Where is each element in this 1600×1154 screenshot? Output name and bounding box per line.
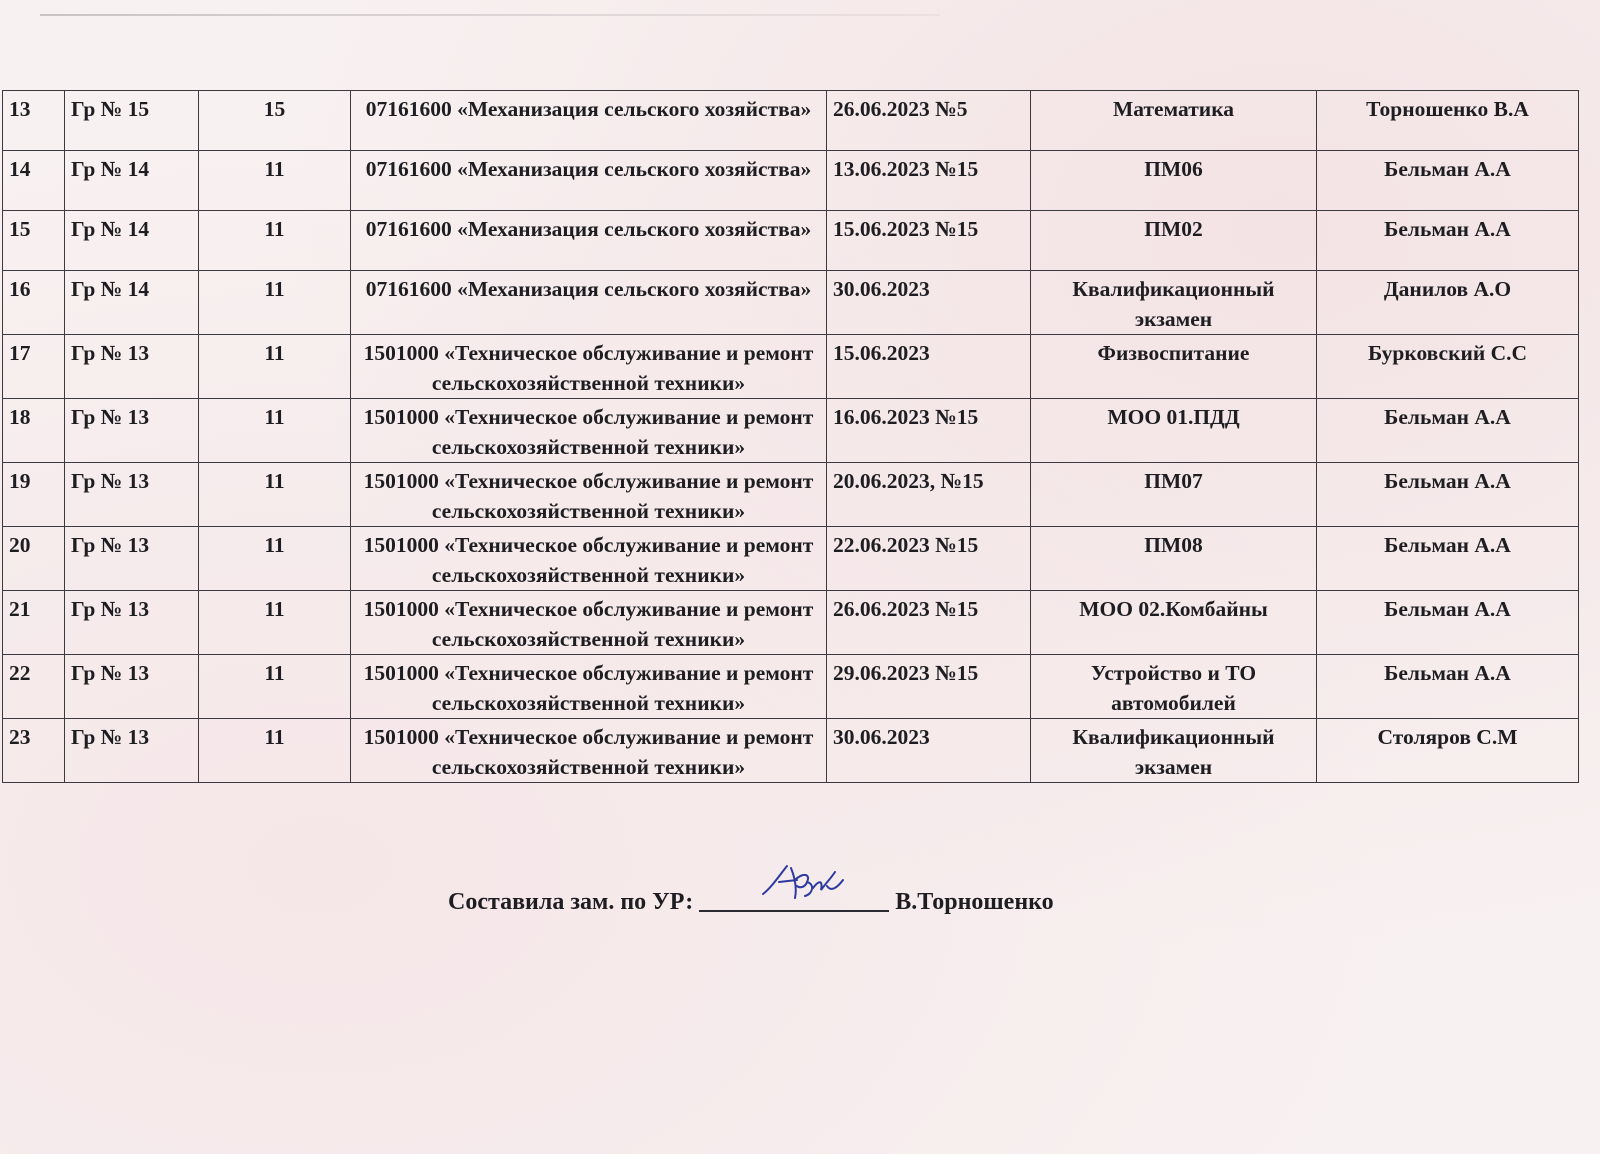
table-row <box>3 399 1579 463</box>
student-count-cell: 11 <box>199 399 351 463</box>
subject-cell: Устройство и ТО автомобилей <box>1031 655 1317 719</box>
compiled-by-label: Составила зам. по УР: <box>448 889 694 915</box>
table-row <box>3 271 1579 335</box>
student-count-cell: 11 <box>199 591 351 655</box>
specialty-cell: 1501000 «Техническое обслуживание и ремонт сельскохозяйственной техники» <box>351 719 827 783</box>
teacher-cell: Бельман А.А <box>1317 399 1579 463</box>
teacher-cell: Бельман А.А <box>1317 527 1579 591</box>
specialty-cell: 07161600 «Механизация сельского хозяйства» <box>351 211 827 271</box>
subject-cell: ПМ07 <box>1031 463 1317 527</box>
student-count-cell: 11 <box>199 335 351 399</box>
specialty-cell: 07161600 «Механизация сельского хозяйства» <box>351 151 827 211</box>
specialty-cell: 1501000 «Техническое обслуживание и ремонт сельскохозяйственной техники» <box>351 655 827 719</box>
teacher-cell: Данилов А.О <box>1317 271 1579 335</box>
subject-cell: Квалификационный экзамен <box>1031 271 1317 335</box>
row-number: 20 <box>3 527 65 591</box>
specialty-cell: 1501000 «Техническое обслуживание и ремонт сельскохозяйственной техники» <box>351 335 827 399</box>
student-count-cell: 15 <box>199 91 351 151</box>
handwritten-signature <box>757 858 847 906</box>
specialty-cell: 1501000 «Техническое обслуживание и ремонт сельскохозяйственной техники» <box>351 463 827 527</box>
specialty-cell: 1501000 «Техническое обслуживание и ремонт сельскохозяйственной техники» <box>351 399 827 463</box>
subject-cell: ПМ02 <box>1031 211 1317 271</box>
row-number: 18 <box>3 399 65 463</box>
group-cell: Гр № 13 <box>65 463 199 527</box>
teacher-cell: Бельман А.А <box>1317 655 1579 719</box>
schedule-rows <box>3 91 1579 783</box>
exam-date-cell: 22.06.2023 №15 <box>827 527 1031 591</box>
teacher-cell: Бельман А.А <box>1317 591 1579 655</box>
exam-date-cell: 26.06.2023 №5 <box>827 91 1031 151</box>
student-count-cell: 11 <box>199 655 351 719</box>
student-count-cell: 11 <box>199 719 351 783</box>
teacher-cell: Бурковский С.С <box>1317 335 1579 399</box>
specialty-cell: 1501000 «Техническое обслуживание и ремонт сельскохозяйственной техники» <box>351 591 827 655</box>
exam-date-cell: 30.06.2023 <box>827 719 1031 783</box>
row-number: 21 <box>3 591 65 655</box>
group-cell: Гр № 14 <box>65 211 199 271</box>
group-cell: Гр № 13 <box>65 655 199 719</box>
teacher-cell: Бельман А.А <box>1317 463 1579 527</box>
group-cell: Гр № 13 <box>65 335 199 399</box>
group-cell: Гр № 13 <box>65 399 199 463</box>
row-number: 23 <box>3 719 65 783</box>
table-row <box>3 463 1579 527</box>
student-count-cell: 11 <box>199 211 351 271</box>
teacher-cell: Бельман А.А <box>1317 151 1579 211</box>
teacher-cell: Столяров С.М <box>1317 719 1579 783</box>
student-count-cell: 11 <box>199 151 351 211</box>
group-cell: Гр № 13 <box>65 527 199 591</box>
table-row <box>3 655 1579 719</box>
table-row <box>3 151 1579 211</box>
exam-date-cell: 20.06.2023, №15 <box>827 463 1031 527</box>
specialty-cell: 07161600 «Механизация сельского хозяйства» <box>351 271 827 335</box>
subject-cell: МОО 01.ПДД <box>1031 399 1317 463</box>
exam-date-cell: 30.06.2023 <box>827 271 1031 335</box>
subject-cell: ПМ06 <box>1031 151 1317 211</box>
student-count-cell: 11 <box>199 271 351 335</box>
exam-schedule-table <box>2 90 1579 783</box>
table-row <box>3 91 1579 151</box>
subject-cell: МОО 02.Комбайны <box>1031 591 1317 655</box>
table-row <box>3 211 1579 271</box>
subject-cell: Математика <box>1031 91 1317 151</box>
exam-date-cell: 15.06.2023 <box>827 335 1031 399</box>
exam-date-cell: 29.06.2023 №15 <box>827 655 1031 719</box>
exam-date-cell: 15.06.2023 №15 <box>827 211 1031 271</box>
row-number: 22 <box>3 655 65 719</box>
exam-date-cell: 13.06.2023 №15 <box>827 151 1031 211</box>
row-number: 17 <box>3 335 65 399</box>
specialty-cell: 07161600 «Механизация сельского хозяйства» <box>351 91 827 151</box>
compiler-name: В.Торношенко <box>895 889 1054 915</box>
specialty-cell: 1501000 «Техническое обслуживание и ремонт сельскохозяйственной техники» <box>351 527 827 591</box>
top-scan-line <box>40 14 940 16</box>
row-number: 14 <box>3 151 65 211</box>
table-row <box>3 719 1579 783</box>
group-cell: Гр № 15 <box>65 91 199 151</box>
teacher-cell: Торношенко В.А <box>1317 91 1579 151</box>
subject-cell: ПМ08 <box>1031 527 1317 591</box>
group-cell: Гр № 14 <box>65 151 199 211</box>
row-number: 13 <box>3 91 65 151</box>
exam-date-cell: 26.06.2023 №15 <box>827 591 1031 655</box>
student-count-cell: 11 <box>199 527 351 591</box>
teacher-cell: Бельман А.А <box>1317 211 1579 271</box>
row-number: 15 <box>3 211 65 271</box>
group-cell: Гр № 13 <box>65 591 199 655</box>
row-number: 16 <box>3 271 65 335</box>
subject-cell: Физвоспитание <box>1031 335 1317 399</box>
table-row <box>3 335 1579 399</box>
subject-cell: Квалификационный экзамен <box>1031 719 1317 783</box>
group-cell: Гр № 13 <box>65 719 199 783</box>
signature-line <box>699 880 889 912</box>
signature-block <box>448 880 1054 916</box>
row-number: 19 <box>3 463 65 527</box>
group-cell: Гр № 14 <box>65 271 199 335</box>
exam-date-cell: 16.06.2023 №15 <box>827 399 1031 463</box>
student-count-cell: 11 <box>199 463 351 527</box>
table-row <box>3 591 1579 655</box>
table-row <box>3 527 1579 591</box>
